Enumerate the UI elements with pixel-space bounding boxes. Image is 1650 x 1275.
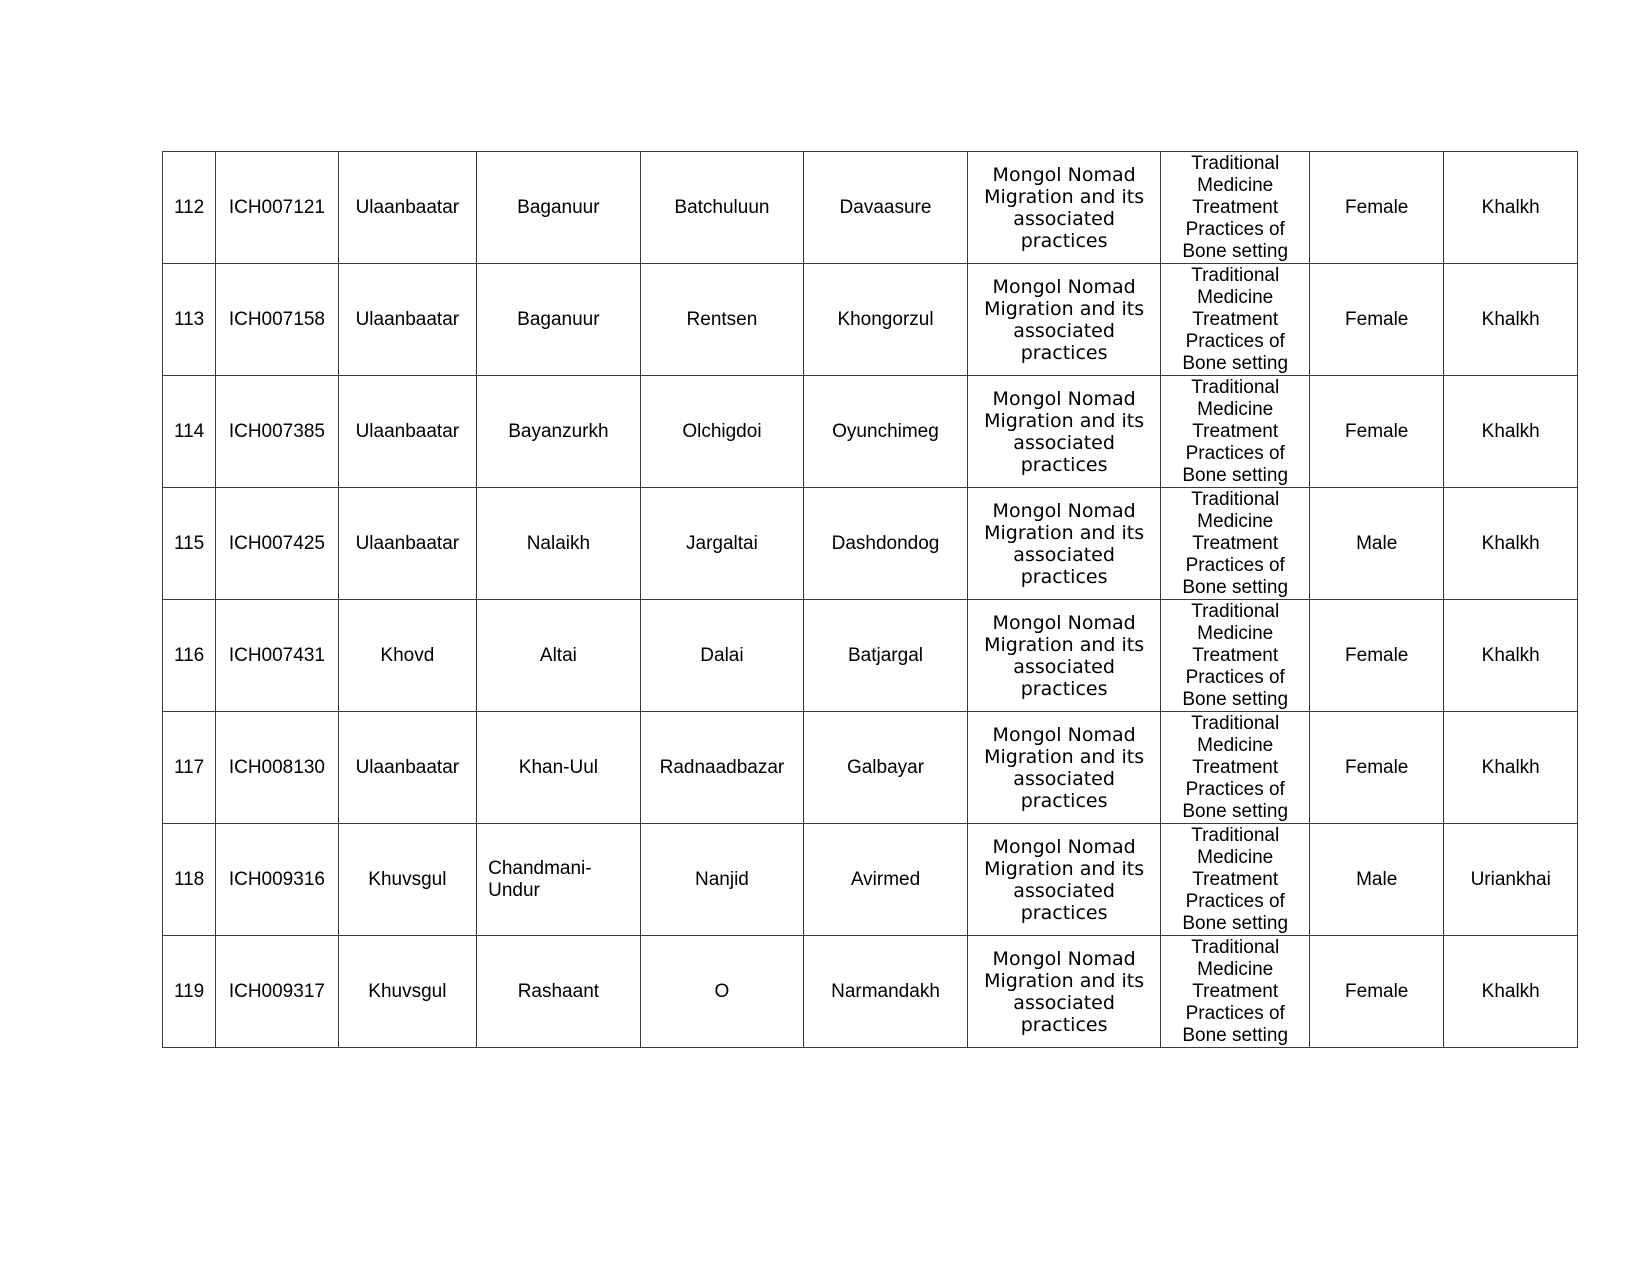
district: Bayanzurkh [477,376,641,488]
province: Khuvsgul [338,824,476,936]
table-row [163,712,1578,824]
gender: Female [1309,712,1443,824]
ich-domain-text: Traditional Medicine Treatment Practices of Bone setting [1182,600,1289,710]
table-body [163,152,1578,1048]
district: Altai [477,600,641,712]
registry-id: ICH007121 [216,152,338,264]
ethnicity: Khalkh [1444,376,1578,488]
province: Ulaanbaatar [338,488,476,600]
gender: Female [1309,264,1443,376]
ich-domain-text: Traditional Medicine Treatment Practices of Bone setting [1182,712,1289,822]
district: Khan-Uul [477,712,641,824]
gender: Female [1309,600,1443,712]
ich-domain [1161,264,1310,376]
surname: Rentsen [640,264,804,376]
surname: Batchuluun [640,152,804,264]
province: Khuvsgul [338,936,476,1048]
given-name: Khongorzul [804,264,968,376]
table-row [163,824,1578,936]
ethnicity: Khalkh [1444,264,1578,376]
gender: Female [1309,936,1443,1048]
gender: Female [1309,152,1443,264]
row-number: 117 [163,712,216,824]
surname: Nanjid [640,824,804,936]
province: Ulaanbaatar [338,152,476,264]
registry-id: ICH007385 [216,376,338,488]
ich-element: Mongol Nomad Migration and its associated practices [967,152,1161,264]
given-name: Galbayar [804,712,968,824]
gender: Male [1309,824,1443,936]
ich-domain-text: Traditional Medicine Treatment Practices of Bone setting [1182,936,1289,1046]
district: Nalaikh [477,488,641,600]
ethnicity: Uriankhai [1444,824,1578,936]
province: Ulaanbaatar [338,264,476,376]
row-number: 119 [163,936,216,1048]
ethnicity: Khalkh [1444,488,1578,600]
ethnicity: Khalkh [1444,600,1578,712]
ich-element: Mongol Nomad Migration and its associated practices [967,712,1161,824]
ich-domain [1161,488,1310,600]
given-name: Oyunchimeg [804,376,968,488]
given-name: Davaasure [804,152,968,264]
ich-domain-text: Traditional Medicine Treatment Practices of Bone setting [1182,264,1289,374]
registry-id: ICH007431 [216,600,338,712]
registry-id: ICH007158 [216,264,338,376]
ich-domain [1161,712,1310,824]
table-row [163,936,1578,1048]
given-name: Batjargal [804,600,968,712]
row-number: 116 [163,600,216,712]
district-text: Chandmani-Undur [488,857,592,901]
row-number: 118 [163,824,216,936]
ich-domain-text: Traditional Medicine Treatment Practices of Bone setting [1182,824,1289,934]
district [477,824,641,936]
ich-element: Mongol Nomad Migration and its associated practices [967,376,1161,488]
surname: Olchigdoi [640,376,804,488]
table-row [163,152,1578,264]
table-row [163,376,1578,488]
bearers-table [162,151,1578,1048]
surname: O [640,936,804,1048]
ethnicity: Khalkh [1444,712,1578,824]
registry-id: ICH009317 [216,936,338,1048]
ich-domain [1161,376,1310,488]
ich-domain-text: Traditional Medicine Treatment Practices of Bone setting [1182,152,1289,262]
registry-id: ICH009316 [216,824,338,936]
given-name: Narmandakh [804,936,968,1048]
table-row [163,488,1578,600]
gender: Male [1309,488,1443,600]
surname: Dalai [640,600,804,712]
district: Baganuur [477,152,641,264]
row-number: 112 [163,152,216,264]
ich-domain [1161,152,1310,264]
ich-element: Mongol Nomad Migration and its associated practices [967,600,1161,712]
ich-element: Mongol Nomad Migration and its associated practices [967,488,1161,600]
ethnicity: Khalkh [1444,152,1578,264]
registry-id: ICH007425 [216,488,338,600]
row-number: 115 [163,488,216,600]
ich-element: Mongol Nomad Migration and its associated practices [967,264,1161,376]
ich-domain [1161,600,1310,712]
given-name: Avirmed [804,824,968,936]
table-row [163,600,1578,712]
row-number: 114 [163,376,216,488]
given-name: Dashdondog [804,488,968,600]
ich-element: Mongol Nomad Migration and its associated practices [967,936,1161,1048]
district: Baganuur [477,264,641,376]
surname: Jargaltai [640,488,804,600]
ich-domain-text: Traditional Medicine Treatment Practices of Bone setting [1182,376,1289,486]
province: Ulaanbaatar [338,712,476,824]
row-number: 113 [163,264,216,376]
ethnicity: Khalkh [1444,936,1578,1048]
ich-element: Mongol Nomad Migration and its associated practices [967,824,1161,936]
province: Ulaanbaatar [338,376,476,488]
ich-domain-text: Traditional Medicine Treatment Practices of Bone setting [1182,488,1289,598]
gender: Female [1309,376,1443,488]
ich-domain [1161,824,1310,936]
surname: Radnaadbazar [640,712,804,824]
table-row [163,264,1578,376]
province: Khovd [338,600,476,712]
district: Rashaant [477,936,641,1048]
ich-domain [1161,936,1310,1048]
registry-id: ICH008130 [216,712,338,824]
